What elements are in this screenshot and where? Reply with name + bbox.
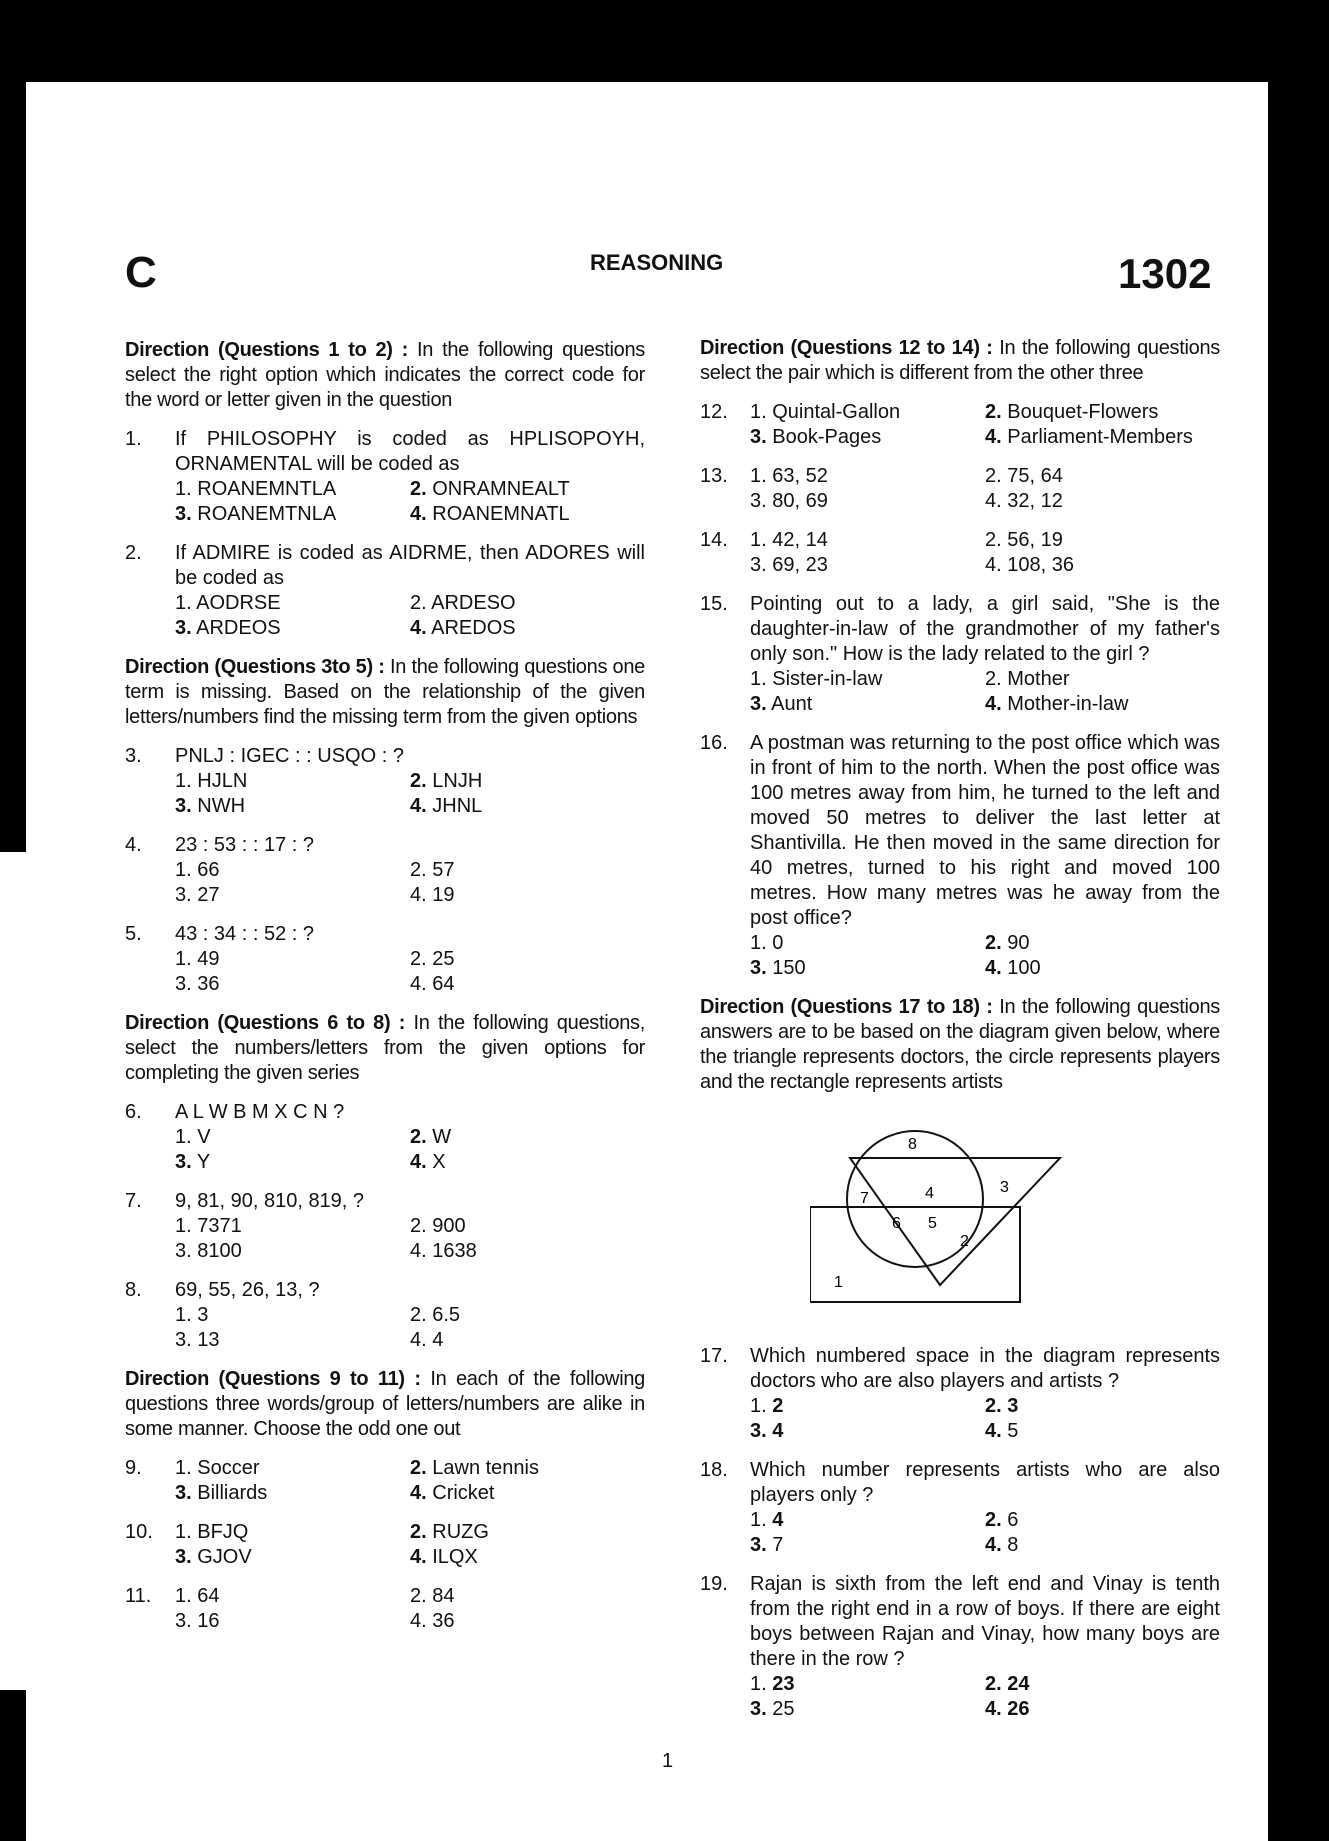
option-2: 2. W bbox=[410, 1126, 452, 1148]
question-number: 13. bbox=[700, 465, 728, 487]
option-1: 1. 4 bbox=[750, 1509, 784, 1531]
question-number: 8. bbox=[125, 1279, 142, 1301]
question-10 bbox=[125, 1520, 645, 1570]
options bbox=[750, 464, 1220, 514]
direction-text: In the following questions select the pair which is different from the other three bbox=[700, 337, 1220, 384]
question-text: 43 : 34 : : 52 : ? bbox=[175, 923, 314, 945]
option-2: 2. 84 bbox=[410, 1585, 455, 1607]
question-9 bbox=[125, 1456, 645, 1506]
booklet-series: C bbox=[125, 248, 157, 297]
triangle-doctors bbox=[850, 1158, 1060, 1285]
option-3: 3. 13 bbox=[175, 1329, 220, 1351]
question-text: Rajan is sixth from the left end and Vinay is tenth from the right end in a row of boys. If there are eight boys between Rajan and Vinay, how many boys are there in the row ? bbox=[750, 1573, 1220, 1670]
option-1: 1. 0 bbox=[750, 932, 784, 954]
option-3: 3. 7 bbox=[750, 1534, 784, 1556]
question-number: 19. bbox=[700, 1573, 728, 1595]
question-13 bbox=[700, 464, 1220, 514]
region-label: 4 bbox=[925, 1185, 934, 1202]
direction-heading: Direction (Questions 12 to 14) : bbox=[700, 337, 993, 359]
question-8 bbox=[125, 1278, 645, 1353]
direction-block bbox=[700, 995, 1220, 1095]
option-4: 4. 1638 bbox=[410, 1240, 477, 1262]
direction-block bbox=[125, 338, 645, 413]
options bbox=[175, 1303, 645, 1353]
option-1: 1. Sister-in-law bbox=[750, 668, 883, 690]
option-3: 3. Billiards bbox=[175, 1482, 268, 1504]
question-number: 10. bbox=[125, 1521, 153, 1543]
question-text: Which number represents artists who are also players only ? bbox=[750, 1459, 1220, 1506]
region-label: 2 bbox=[960, 1233, 969, 1250]
option-4: 4. ROANEMNATL bbox=[410, 503, 570, 525]
options bbox=[175, 1520, 645, 1570]
option-2: 2. 3 bbox=[985, 1395, 1019, 1417]
question-text: Pointing out to a lady, a girl said, "She is the daughter-in-law of the grandmother of my father's only son." How is the lady related to the girl ? bbox=[750, 593, 1220, 665]
option-3: 3. 25 bbox=[750, 1698, 795, 1720]
option-2: 2. 6 bbox=[985, 1509, 1019, 1531]
option-3: 3. 36 bbox=[175, 973, 220, 995]
options bbox=[750, 931, 1220, 981]
scan-border-right bbox=[1268, 82, 1329, 1841]
option-3: 3. 27 bbox=[175, 884, 220, 906]
option-3: 3. NWH bbox=[175, 795, 246, 817]
question-number: 16. bbox=[700, 732, 728, 754]
option-1: 1. BFJQ bbox=[175, 1521, 249, 1543]
option-4: 4. 19 bbox=[410, 884, 455, 906]
options bbox=[750, 667, 1220, 717]
option-4: 4. 5 bbox=[985, 1420, 1019, 1442]
option-2: 2. 24 bbox=[985, 1673, 1030, 1695]
option-1: 1. 7371 bbox=[175, 1215, 242, 1237]
scan-border-left-bottom bbox=[0, 1690, 10, 1841]
region-label: 7 bbox=[860, 1190, 869, 1207]
option-3: 3. ROANEMTNLA bbox=[175, 503, 337, 525]
option-4: 4. Cricket bbox=[410, 1482, 495, 1504]
direction-block bbox=[700, 336, 1220, 386]
question-number: 14. bbox=[700, 529, 728, 551]
region-label: 6 bbox=[892, 1215, 901, 1232]
question-number: 12. bbox=[700, 401, 728, 423]
option-3: 3. 150 bbox=[750, 957, 806, 979]
question-2 bbox=[125, 541, 645, 641]
question-18 bbox=[700, 1458, 1220, 1558]
option-4: 4. 32, 12 bbox=[985, 490, 1063, 512]
option-4: 4. ILQX bbox=[410, 1546, 478, 1568]
option-4: 4. Parliament-Members bbox=[985, 426, 1193, 448]
option-1: 1. 3 bbox=[175, 1304, 209, 1326]
options bbox=[750, 1394, 1220, 1444]
direction-text: In the following questions answers are to be based on the diagram given below, where the triangle represents doctors, the circle represents players and the rectangle represents artists bbox=[700, 996, 1220, 1093]
direction-text: In the following questions select the right option which indicates the correct code for the word or letter given in the question bbox=[125, 339, 645, 411]
right-column bbox=[700, 336, 1220, 1736]
question-number: 18. bbox=[700, 1459, 728, 1481]
option-4: 4. 26 bbox=[985, 1698, 1030, 1720]
option-1: 1. Quintal-Gallon bbox=[750, 401, 901, 423]
region-label: 1 bbox=[834, 1274, 843, 1291]
question-text: If ADMIRE is coded as AIDRME, then ADORES will be coded as bbox=[175, 542, 645, 589]
option-3: 3. ARDEOS bbox=[175, 617, 281, 639]
option-4: 4. 100 bbox=[985, 957, 1041, 979]
option-3: 3. 4 bbox=[750, 1420, 784, 1442]
option-1: 1. AODRSE bbox=[175, 592, 281, 614]
question-number: 4. bbox=[125, 834, 142, 856]
option-2: 2. 25 bbox=[410, 948, 455, 970]
question-3 bbox=[125, 744, 645, 819]
question-7 bbox=[125, 1189, 645, 1264]
question-number: 11. bbox=[125, 1585, 152, 1607]
options bbox=[175, 947, 645, 997]
question-15 bbox=[700, 592, 1220, 717]
option-4: 4. 8 bbox=[985, 1534, 1019, 1556]
option-2: 2. Lawn tennis bbox=[410, 1457, 539, 1479]
direction-text: In each of the following questions three words/group of letters/numbers are alike in some manner. Choose the odd one out bbox=[125, 1368, 645, 1440]
options bbox=[175, 769, 645, 819]
option-1: 1. HJLN bbox=[175, 770, 248, 792]
question-number: 3. bbox=[125, 745, 142, 767]
option-4: 4. X bbox=[410, 1151, 446, 1173]
option-3: 3. Y bbox=[175, 1151, 211, 1173]
direction-block bbox=[125, 1367, 645, 1442]
venn-diagram bbox=[810, 1125, 1100, 1315]
page-number: 1 bbox=[662, 1750, 674, 1772]
option-3: 3. Book-Pages bbox=[750, 426, 882, 448]
question-text: 23 : 53 : : 17 : ? bbox=[175, 834, 314, 856]
option-4: 4. 108, 36 bbox=[985, 554, 1074, 576]
direction-heading: Direction (Questions 6 to 8) : bbox=[125, 1012, 406, 1034]
direction-heading: Direction (Questions 3to 5) : bbox=[125, 656, 385, 678]
question-number: 15. bbox=[700, 593, 728, 615]
question-12 bbox=[700, 400, 1220, 450]
option-4: 4. AREDOS bbox=[410, 617, 516, 639]
option-1: 1. 49 bbox=[175, 948, 220, 970]
options bbox=[175, 1125, 645, 1175]
option-2: 2. RUZG bbox=[410, 1521, 489, 1543]
question-5 bbox=[125, 922, 645, 997]
options bbox=[175, 1214, 645, 1264]
option-3: 3. 8100 bbox=[175, 1240, 242, 1262]
option-4: 4. 4 bbox=[410, 1329, 444, 1351]
question-11 bbox=[125, 1584, 645, 1634]
option-1: 1. 42, 14 bbox=[750, 529, 828, 551]
direction-text: In the following questions, select the numbers/letters from the given options for completing the given series bbox=[125, 1012, 645, 1084]
direction-text: In the following questions one term is missing. Based on the relationship of the given letters/numbers find the missing term from the given options bbox=[125, 656, 645, 728]
question-number: 2. bbox=[125, 542, 142, 564]
question-text: 69, 55, 26, 13, ? bbox=[175, 1279, 320, 1301]
option-4: 4. 36 bbox=[410, 1610, 455, 1632]
question-text: PNLJ : IGEC : : USQO : ? bbox=[175, 745, 404, 767]
option-3: 3. Aunt bbox=[750, 693, 813, 715]
option-1: 1. Soccer bbox=[175, 1457, 260, 1479]
options bbox=[750, 1672, 1220, 1722]
options bbox=[175, 1456, 645, 1506]
option-4: 4. 64 bbox=[410, 973, 455, 995]
scan-border-left bbox=[0, 82, 26, 852]
question-19 bbox=[700, 1572, 1220, 1722]
question-6 bbox=[125, 1100, 645, 1175]
scan-margin-left bbox=[0, 852, 26, 1690]
paper-code: 1302 bbox=[1118, 250, 1212, 297]
options bbox=[175, 591, 645, 641]
question-4 bbox=[125, 833, 645, 908]
question-number: 5. bbox=[125, 923, 142, 945]
region-label: 3 bbox=[1000, 1179, 1009, 1196]
question-16 bbox=[700, 731, 1220, 981]
region-label: 5 bbox=[928, 1215, 937, 1232]
option-3: 3. 16 bbox=[175, 1610, 220, 1632]
question-text: Which numbered space in the diagram represents doctors who are also players and artists ? bbox=[750, 1345, 1220, 1392]
option-1: 1. 63, 52 bbox=[750, 465, 828, 487]
option-1: 1. 2 bbox=[750, 1395, 784, 1417]
option-2: 2. 75, 64 bbox=[985, 465, 1063, 487]
question-number: 9. bbox=[125, 1457, 142, 1479]
option-4: 4. Mother-in-law bbox=[985, 693, 1129, 715]
question-1 bbox=[125, 427, 645, 527]
direction-heading: Direction (Questions 1 to 2) : bbox=[125, 339, 409, 361]
option-1: 1. 66 bbox=[175, 859, 220, 881]
direction-heading: Direction (Questions 17 to 18) : bbox=[700, 996, 993, 1018]
question-text: A L W B M X C N ? bbox=[175, 1101, 345, 1123]
options bbox=[750, 400, 1220, 450]
question-number: 17. bbox=[700, 1345, 728, 1367]
page-title: REASONING bbox=[590, 250, 724, 275]
options bbox=[750, 528, 1220, 578]
options bbox=[175, 1584, 645, 1634]
option-4: 4. JHNL bbox=[410, 795, 483, 817]
question-text: 9, 81, 90, 810, 819, ? bbox=[175, 1190, 365, 1212]
option-1: 1. 23 bbox=[750, 1673, 795, 1695]
direction-block bbox=[125, 655, 645, 730]
question-17 bbox=[700, 1344, 1220, 1444]
left-column bbox=[125, 338, 645, 1648]
option-3: 3. GJOV bbox=[175, 1546, 252, 1568]
question-number: 1. bbox=[125, 428, 142, 450]
direction-block bbox=[125, 1011, 645, 1086]
question-number: 7. bbox=[125, 1190, 142, 1212]
option-1: 1. ROANEMNTLA bbox=[175, 478, 337, 500]
option-2: 2. 900 bbox=[410, 1215, 466, 1237]
region-label: 8 bbox=[908, 1136, 917, 1153]
question-text: A postman was returning to the post office which was in front of him to the north. When the post office was 100 metres away from him, he turned to the left and moved 50 metres to deliver the last letter at Shantivilla. He then moved in the same direction for 40 metres, turned to his right and moved 100 metres. How many metres was he away from the post office? bbox=[750, 732, 1220, 929]
option-3: 3. 80, 69 bbox=[750, 490, 828, 512]
options bbox=[175, 477, 645, 527]
option-2: 2. Mother bbox=[985, 668, 1070, 690]
question-text: If PHILOSOPHY is coded as HPLISOPOYH, ORNAMENTAL will be coded as bbox=[175, 428, 645, 475]
options bbox=[175, 858, 645, 908]
question-number: 6. bbox=[125, 1101, 142, 1123]
option-1: 1. V bbox=[175, 1126, 211, 1148]
option-2: 2. 6.5 bbox=[410, 1304, 461, 1326]
question-14 bbox=[700, 528, 1220, 578]
direction-heading: Direction (Questions 9 to 11) : bbox=[125, 1368, 421, 1390]
option-2: 2. Bouquet-Flowers bbox=[985, 401, 1159, 423]
options bbox=[750, 1508, 1220, 1558]
option-2: 2. ONRAMNEALT bbox=[410, 478, 570, 500]
option-3: 3. 69, 23 bbox=[750, 554, 828, 576]
option-2: 2. 90 bbox=[985, 932, 1030, 954]
option-1: 1. 64 bbox=[175, 1585, 220, 1607]
option-2: 2. 57 bbox=[410, 859, 455, 881]
option-2: 2. ARDESO bbox=[410, 592, 516, 614]
option-2: 2. 56, 19 bbox=[985, 529, 1063, 551]
option-2: 2. LNJH bbox=[410, 770, 483, 792]
